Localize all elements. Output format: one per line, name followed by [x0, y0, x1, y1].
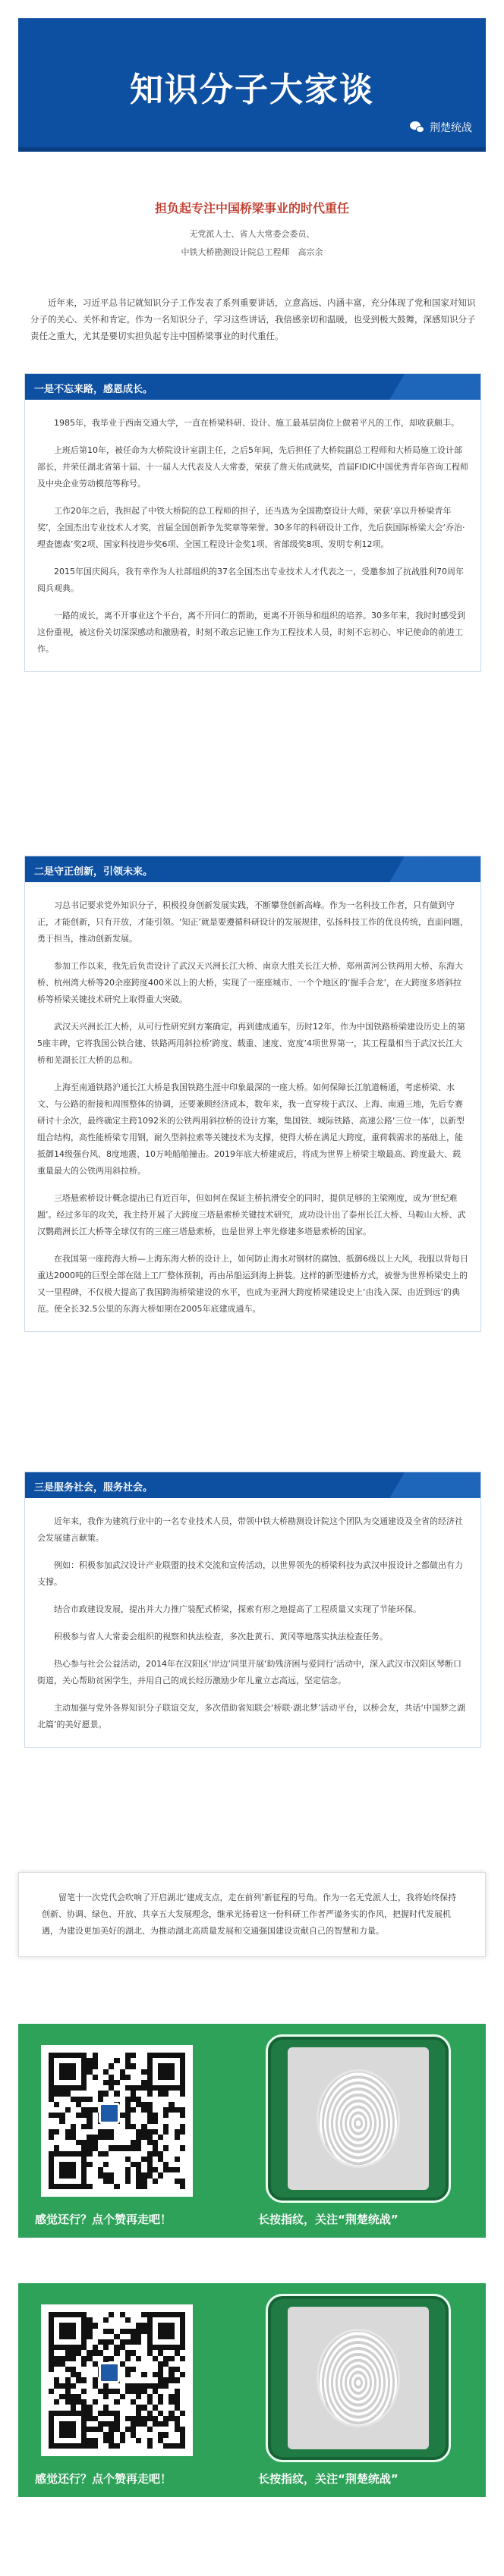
paragraph: 上海至南通铁路沪通长江大桥是我国铁路生涯中印象最深的一座大桥。如何保障长江航道畅通，考虑桥梁、水文、与公路的衔接和周围整体的协调，还要兼顾经济成本，数年来，我一直穿梭于武汉、上海、南通三地，先后专赛研讨十余次，最终确定主跨1092米的公铁两用斜拉桥的设计方案，集国铁、城际铁路、高速公路‘三位一体’，以新型组合结构，高性能桥梁专用钢，耐久型斜拉索等关键技术为支撑，使得大桥在满足大跨度，重荷载需求的基础上，能抵御14级强台风、8度地震、10万吨船舶撞击。2019年底大桥建成后，将成为世界上桥梁主墩最高、跨度最大、载重量最大的公铁两用斜拉桥。 [37, 1082, 465, 1176]
paragraph: 上班后第10年，被任命为大桥院设计室副主任，之后5年间，先后担任了大桥院副总工程师和大桥局施工设计部部长，并荣任湖北省第十届、十一届人大代表及人大常委，荣获了詹天佑成就奖，首届FIDIC中国优秀青年咨询工程师及中央企业劳动模范等称号。 [37, 445, 468, 488]
paragraph: 2015年国庆阅兵，我有幸作为人社部组织的37名全国杰出专业技术人才代表之一，受邀参加了抗战胜利70周年阅兵观典。 [37, 567, 464, 593]
article-heading [0, 199, 504, 262]
section-header [25, 856, 480, 882]
paragraph: 习总书记要求党外知识分子，积极投身创新发展实践，不断攀登创新高峰。作为一名科技工作者，只有做到守正，才能创新，只有开放，才能引领。‘知正’就是要遵循科研设计的发展规律，弘扬科技工作的优良传统，直面问题，勇于担当，推动创新发展。 [37, 900, 468, 944]
section-body [25, 1498, 480, 1747]
section-body [25, 882, 480, 1331]
section-title: 二是守正创新，引领未来。 [34, 866, 153, 878]
paragraph: 在我国第一座跨海大桥—上海东海大桥的设计上，如何防止海水对钢材的腐蚀、抵御6级以上大风，我服以背每日重达2000吨的巨型全部在陆上工厂整体预制，再由吊船运到海上拼装。这样的新型建桥方式，被誉为世界桥梁史上的又一里程碑，不仅极大提高了我国跨海桥梁建设的水平，也成为亚洲大跨度桥梁建设史上‘由浅入深、由近到远’的典范。使全长32.5公里的东海大桥如期在2005年底建成通车。 [37, 1254, 468, 1314]
wechat-icon [410, 121, 425, 134]
phone-illustration [266, 2294, 451, 2462]
author-line-1: 无党派人士、省人大常委会委员、 [189, 229, 315, 239]
paragraph: 结合市政建设发展，提出并大力推广装配式桥梁，探索有形之地提高了工程质量又实现了节能环保。 [54, 1604, 421, 1614]
follow-prompt: 长按指纹，关注“荆楚统战” [258, 2213, 398, 2226]
qr-code[interactable] [41, 2045, 193, 2197]
like-prompt: 感觉还行？点个赞再走吧！ [35, 2472, 172, 2486]
brand-label: 荆楚统战 [430, 122, 472, 134]
paragraph: 工作20年之后，我担起了中铁大桥院的总工程师的担子，还当选为全国勘察设计大师，荣获‘享以升桥梁青年奖’，全国杰出专业技术人才奖，首届全国创新争先奖章等荣誉。30多年的科研设计工作，先后获国际桥梁大会‘乔治·理查德森’奖2项、国家科技进步奖6项、全国工程设计金奖1项、省部级奖8项、发明专利12项。 [37, 506, 465, 549]
paragraph: 积极参与省人大常委会组织的视察和执法检查，多次赴黄石、黄冈等地落实执法检查任务。 [54, 1632, 388, 1641]
author-line-2: 中铁大桥勘测设计院总工程师 高宗余 [181, 247, 323, 257]
like-prompt: 感觉还行？点个赞再走吧！ [35, 2213, 172, 2226]
paragraph: 例如：积极参加武汉设计产业联盟的技术交流和宣传活动，以世界领先的桥梁科技为武汉申报设计之都做出有力支撑。 [37, 1560, 463, 1587]
follow-promo-1 [18, 2024, 486, 2238]
paragraph: 武汉天兴洲长江大桥，从可行性研究到方案确定，再到建成通车，历时12年，作为中国铁路桥梁建设历史上的第5座丰碑，它将我国公铁合建、铁路两用斜拉桥‘跨度、载重、速度、宽度’4项世界第一，其工程量相当于武汉长江大桥和芜湖长江大桥的总和。 [37, 1022, 465, 1065]
banner-brand[interactable] [410, 120, 472, 135]
paragraph: 三塔悬索桥设计概念提出已有近百年，但如何在保证主桥抗滑安全的同时，提供足够的主梁刚度，成为‘世纪难题’。经过多年的攻关，我主持开展了大跨度三塔悬索桥关键技术研究，成功设计出了泰州长江大桥、马鞍山大桥、武汉鹦鹉洲长江大桥等全球仅有的三座三塔悬索桥，也是世界上率先修建多塔悬索桥的国家。 [37, 1193, 466, 1236]
section-title: 三是服务社会，服务社会。 [34, 1482, 153, 1494]
follow-prompt: 长按指纹，关注“荆楚统战” [258, 2472, 398, 2486]
qr-code[interactable] [41, 2304, 193, 2456]
paragraph: 热心参与社会公益活动，2014年在汉阳区‘岸边’同里开展‘助残济困与爱同行’活动中，深入武汉市汉阳区琴断口街道，关心帮助贫困学生，并用自己的成长经历激励少年儿童立志高远，坚定信念。 [37, 1659, 461, 1685]
section-3 [24, 1472, 481, 1748]
banner-title: 知识分子大家谈 [130, 71, 374, 109]
section-header [25, 1472, 480, 1498]
paragraph: 参加工作以来，我先后负责设计了武汉天兴洲长江大桥、南京大胜关长江大桥、郑州黄河公铁两用大桥、东海大桥、杭州湾大桥等20余座跨度400米以上的大桥，实现了一座座城市、一个个地区的‘握手合龙’，在大跨度多塔斜拉桥等桥梁关键技术研究上取得重大突破。 [37, 961, 463, 1004]
paragraph: 近年来，我作为建筑行业中的一名专业技术人员，带领中铁大桥勘测设计院这个团队为交通建设及全省的经济社会发展建言献策。 [37, 1516, 463, 1543]
paragraph: 1985年，我毕业于西南交通大学，一直在桥梁科研、设计、施工最基层岗位上做着平凡的工作，却收获颇丰。 [54, 418, 459, 428]
closing-paragraph: 留笔十一次党代会吹响了开启湖北‘建成支点，走在前列’新征程的号角。作为一名无党派人士，我将始终保持创新、协调、绿色、开放、共享五大发展理念，继承光扬着这一份科研工作者严谨务实的作风，把握时代发展机遇，为建设更加美好的湖北、为推动湖北高质量发展和交通强国建设贡献自己的智慧和力量。 [42, 1893, 456, 1936]
fingerprint-icon[interactable] [317, 2069, 400, 2168]
fingerprint-icon[interactable] [317, 2329, 400, 2427]
section-2 [24, 856, 481, 1332]
article-title: 担负起专注中国桥梁事业的时代重任 [154, 201, 349, 215]
paragraph: 主动加强与党外各界知识分子联谊交友，多次借助省知联会‘桥联·湖北梦’活动平台，以桥会友，共话‘中国梦之湖北篇’的美好愿景。 [37, 1703, 465, 1729]
section-title: 一是不忘来路，感恩成长。 [34, 384, 153, 395]
phone-illustration [266, 2034, 451, 2203]
section-header [25, 374, 480, 400]
closing-box [18, 1872, 486, 1957]
intro-paragraph: 近年来，习近平总书记就知识分子工作发表了系列重要讲话，立意高远、内涵丰富，充分体现了党和国家对知识分子的关心、关怀和肯定。作为一名知识分子，学习这些讲话，我倍感亲切和温暖，也受到极大鼓舞，深感知识分子责任之重大，尤其是要切实担负起专注中国桥梁事业的时代重任。 [30, 297, 476, 341]
qr-logo-icon [99, 2103, 120, 2124]
section-1 [24, 373, 481, 672]
follow-promo-2 [18, 2283, 486, 2497]
header-banner [18, 18, 486, 152]
qr-logo-icon [99, 2362, 120, 2383]
section-body [25, 400, 480, 671]
paragraph: 一路的成长，离不开事业这个平台，离不开同仁的帮助，更离不开领导和组织的培养。30多年来，我时时感受到这份重视，被这份关切深深感动和激励着，时刻不敢忘记施工作为工程技术人员，时刻不忘初心、牢记使命的前进工作。 [37, 611, 465, 654]
